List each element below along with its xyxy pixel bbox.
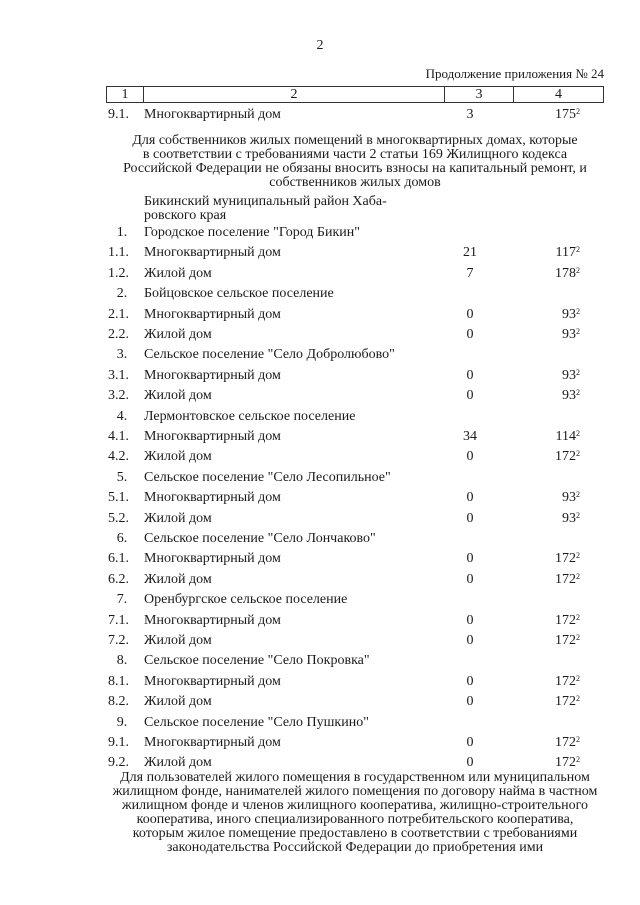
- row-count: 0: [466, 551, 474, 567]
- row-number: 5.1.: [108, 490, 129, 506]
- footer-text: Для пользователей жилого помещения в государственном или муниципальном жилищном фонде, нанимателей жилого помещения по договору найма в частном жилищном фонде и членов жилищного кооператива, жилищно-строительного кооператива, иного специализированного потребительского кооператива, которым жилое помещение предоставлено в соответствии с требованиями законодательства Российской Федерации до приобретения ими: [112, 770, 598, 855]
- row-count: 0: [466, 571, 474, 587]
- row-label: Многоквартирный дом: [144, 429, 281, 444]
- row-count: 0: [466, 327, 474, 342]
- row-label: Многоквартирный дом: [144, 673, 281, 689]
- table-row: [0, 265, 640, 283]
- settlement-name: Лермонтовское сельское поселение: [144, 408, 356, 424]
- row-label: Жилой дом: [144, 449, 212, 465]
- row-value: $178^2$: [555, 265, 580, 281]
- row-number: 9.2.: [108, 755, 129, 771]
- row-count: 0: [466, 388, 474, 404]
- table-row: [0, 489, 640, 507]
- row-value: $175^2$: [555, 107, 580, 122]
- table-row: [0, 632, 640, 650]
- row-label: Многоквартирный дом: [144, 612, 281, 628]
- settlement-name: Бойцовское сельское поселение: [144, 286, 334, 302]
- row-number: 9.1.: [108, 735, 129, 750]
- row-value: $172^2$: [555, 735, 580, 750]
- row-count: 0: [466, 755, 474, 771]
- row-value: $172^2$: [555, 694, 580, 710]
- table-row: [0, 612, 640, 630]
- row-number: 7.: [116, 592, 128, 608]
- table-row: [0, 367, 640, 385]
- row-number: 6.2.: [108, 571, 129, 587]
- row-count: 0: [466, 449, 474, 465]
- row-value: $172^2$: [555, 673, 580, 689]
- settlement-name: Сельское поселение "Село Покровка": [144, 653, 370, 669]
- column-header-3: 3: [445, 87, 514, 103]
- row-number: 4.1.: [108, 429, 129, 444]
- table-row: [0, 734, 640, 752]
- row-count: 21: [463, 245, 477, 261]
- settlement-name: Сельское поселение "Село Лесопильное": [144, 469, 391, 485]
- row-value: $93^2$: [562, 367, 580, 383]
- settlement-heading-row: [0, 408, 640, 426]
- settlement-name: Оренбургское сельское поселение: [144, 592, 348, 608]
- table-row: [0, 571, 640, 589]
- row-count: 0: [466, 367, 474, 383]
- row-number: 2.: [116, 286, 128, 302]
- row-number: 8.: [116, 653, 128, 669]
- table-row: [0, 673, 640, 691]
- row-label: Жилой дом: [144, 510, 212, 526]
- row-value: $93^2$: [562, 490, 580, 506]
- row-number: 3.2.: [108, 388, 129, 404]
- row-count: 7: [466, 265, 474, 281]
- row-number: 8.1.: [108, 673, 129, 689]
- settlement-name: Сельское поселение "Село Лончаково": [144, 531, 376, 546]
- row-number: 7.2.: [108, 633, 129, 648]
- column-header-2: 2: [144, 87, 445, 103]
- table-row: [0, 326, 640, 344]
- row-number: 9.1.: [108, 107, 129, 122]
- row-value: $172^2$: [555, 633, 580, 648]
- row-number: 2.1.: [108, 306, 129, 322]
- table-row: [0, 387, 640, 405]
- row-label: Многоквартирный дом: [144, 735, 281, 750]
- row-label: Многоквартирный дом: [144, 107, 281, 122]
- row-number: 4.: [116, 408, 128, 424]
- settlement-heading-row: [0, 652, 640, 670]
- row-count: 0: [466, 633, 474, 648]
- row-count: 34: [463, 429, 477, 444]
- row-number: 1.: [116, 225, 128, 240]
- row-number: 3.1.: [108, 367, 129, 383]
- table-row: [0, 510, 640, 528]
- row-label: Жилой дом: [144, 571, 212, 587]
- district-name: Бикинский муниципальный район Хаба- ровского края: [144, 194, 387, 223]
- row-label: Жилой дом: [144, 327, 212, 342]
- column-header-4: 4: [514, 87, 604, 103]
- table-row: [0, 693, 640, 711]
- settlement-name: Сельское поселение "Село Добролюбово": [144, 347, 395, 363]
- table-row: [0, 306, 640, 324]
- settlement-heading-row: [0, 285, 640, 303]
- row-value: $172^2$: [555, 755, 580, 771]
- row-value: $93^2$: [562, 306, 580, 322]
- row-label: Жилой дом: [144, 265, 212, 281]
- row-label: Многоквартирный дом: [144, 551, 281, 567]
- settlement-heading-row: [0, 224, 640, 242]
- row-label: Многоквартирный дом: [144, 367, 281, 383]
- row-number: 2.2.: [108, 327, 129, 342]
- row-count: 0: [466, 673, 474, 689]
- row-value: $93^2$: [562, 510, 580, 526]
- row-number: 1.1.: [108, 245, 129, 261]
- row-number: 1.2.: [108, 265, 129, 281]
- column-header-table: [106, 86, 604, 103]
- row-label: Жилой дом: [144, 388, 212, 404]
- column-header-1: 1: [107, 87, 144, 103]
- table-row: [0, 106, 640, 124]
- row-label: Многоквартирный дом: [144, 490, 281, 506]
- settlement-heading-row: [0, 530, 640, 548]
- row-number: 3.: [116, 347, 128, 363]
- row-count: 0: [466, 306, 474, 322]
- row-count: 0: [466, 490, 474, 506]
- row-count: 0: [466, 612, 474, 628]
- row-value: $172^2$: [555, 612, 580, 628]
- row-value: $114^2$: [555, 429, 580, 444]
- row-number: 9.: [116, 714, 128, 730]
- table-row: [0, 428, 640, 446]
- row-label: Жилой дом: [144, 633, 212, 648]
- table-row: [0, 550, 640, 568]
- row-number: 5.2.: [108, 510, 129, 526]
- row-value: $93^2$: [562, 327, 580, 342]
- row-label: Жилой дом: [144, 694, 212, 710]
- row-label: Многоквартирный дом: [144, 306, 281, 322]
- row-label: Жилой дом: [144, 755, 212, 771]
- row-count: 0: [466, 694, 474, 710]
- section-title: Для собственников жилых помещений в многоквартирных домах, которые в соответствии с требованиями части 2 статьи 169 Жилищного кодекса Российской Федерации не обязаны вносить взносы на капитальный ремонт, и собственников жилых домов: [123, 133, 587, 190]
- row-value: $93^2$: [562, 388, 580, 404]
- row-count: 0: [466, 510, 474, 526]
- row-number: 6.: [116, 531, 128, 546]
- table-row: [0, 448, 640, 466]
- row-label: Многоквартирный дом: [144, 245, 281, 261]
- row-number: 8.2.: [108, 694, 129, 710]
- settlement-heading-row: [0, 346, 640, 364]
- settlement-name: Сельское поселение "Село Пушкино": [144, 714, 369, 730]
- settlement-name: Городское поселение "Город Бикин": [144, 225, 360, 240]
- row-value: $172^2$: [555, 449, 580, 465]
- row-count: 3: [466, 107, 474, 122]
- row-number: 4.2.: [108, 449, 129, 465]
- row-number: 6.1.: [108, 551, 129, 567]
- page-number: 2: [316, 38, 324, 53]
- settlement-heading-row: [0, 469, 640, 487]
- table-row: [0, 244, 640, 262]
- continuation-note: Продолжение приложения № 24: [425, 66, 604, 81]
- row-count: 0: [466, 735, 474, 750]
- row-number: 7.1.: [108, 612, 129, 628]
- row-value: $172^2$: [555, 551, 580, 567]
- settlement-heading-row: [0, 714, 640, 732]
- settlement-heading-row: [0, 591, 640, 609]
- row-number: 5.: [116, 469, 128, 485]
- row-value: $117^2$: [555, 245, 580, 261]
- row-value: $172^2$: [555, 571, 580, 587]
